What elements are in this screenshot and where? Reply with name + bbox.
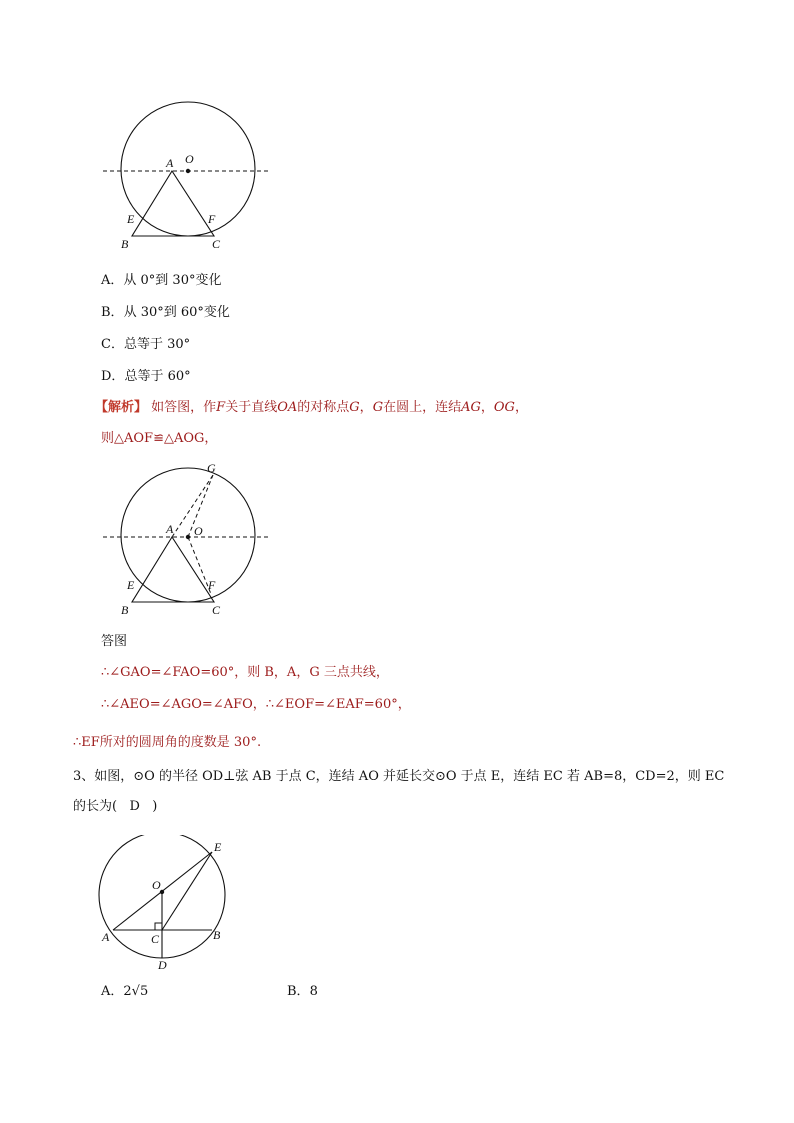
option-a: A．从 0°到 30°变化 — [101, 273, 222, 288]
label-a-2: A — [166, 522, 174, 536]
right-angle-mark — [155, 923, 162, 930]
analysis-tag: 【解析】 — [95, 400, 148, 415]
label-e-1: E — [127, 212, 135, 226]
question-3-line-2: 的长为( D ) — [73, 799, 158, 814]
label-o-2: O — [194, 524, 203, 538]
label-f-1: F — [208, 212, 216, 226]
label-b-1: B — [121, 237, 129, 251]
question-3-line-1: 3、如图，⊙O 的半径 OD⊥弦 AB 于点 C，连结 AO 并延长交⊙O 于点 E，连结 EC 若 AB=8，CD=2，则 EC — [73, 769, 725, 784]
label-o-3: O — [152, 878, 161, 892]
figure-2 — [95, 457, 285, 622]
analysis-line-1: 【解析】 如答图，作F关于直线OA的对称点G，G在圆上，连结AG，OG， — [95, 400, 528, 415]
figure-3 — [95, 835, 235, 975]
step-3: ∴EF所对的圆周角的度数是 30°. — [73, 735, 262, 750]
figure-2-caption: 答图 — [101, 634, 128, 649]
label-f-2: F — [208, 578, 216, 592]
label-b-2: B — [121, 603, 129, 617]
q3-option-a: A．2√5 — [101, 984, 149, 999]
step-2: ∴∠AEO=∠AGO=∠AFO，∴∠EOF=∠EAF=60°， — [101, 697, 411, 712]
label-c-2: C — [212, 603, 221, 617]
label-e-2: E — [127, 578, 135, 592]
step-1: ∴∠GAO=∠FAO=60°，则 B，A，G 三点共线， — [101, 665, 389, 680]
label-b-3: B — [213, 928, 221, 942]
label-a-1: A — [166, 156, 174, 170]
figure-1 — [95, 95, 285, 260]
label-e-3: E — [214, 840, 222, 854]
option-d: D．总等于 60° — [101, 369, 191, 384]
triangle-abc-1 — [132, 171, 214, 236]
label-o-1: O — [185, 152, 194, 166]
label-d-3: D — [158, 958, 167, 972]
label-g-2: G — [207, 461, 216, 475]
option-c: C．总等于 30° — [101, 337, 191, 352]
label-a-3: A — [102, 930, 110, 944]
line-ce — [162, 852, 212, 930]
point-o-2 — [186, 535, 190, 539]
label-c-3: C — [151, 932, 160, 946]
q3-option-b: B．8 — [287, 984, 318, 999]
triangle-abc-2 — [132, 537, 214, 602]
option-b: B．从 30°到 60°变化 — [101, 305, 230, 320]
dashed-ag — [172, 475, 213, 537]
label-c-1: C — [212, 237, 221, 251]
analysis-line-2: 则△AOF≌△AOG， — [101, 431, 218, 446]
point-o-1 — [186, 169, 190, 173]
